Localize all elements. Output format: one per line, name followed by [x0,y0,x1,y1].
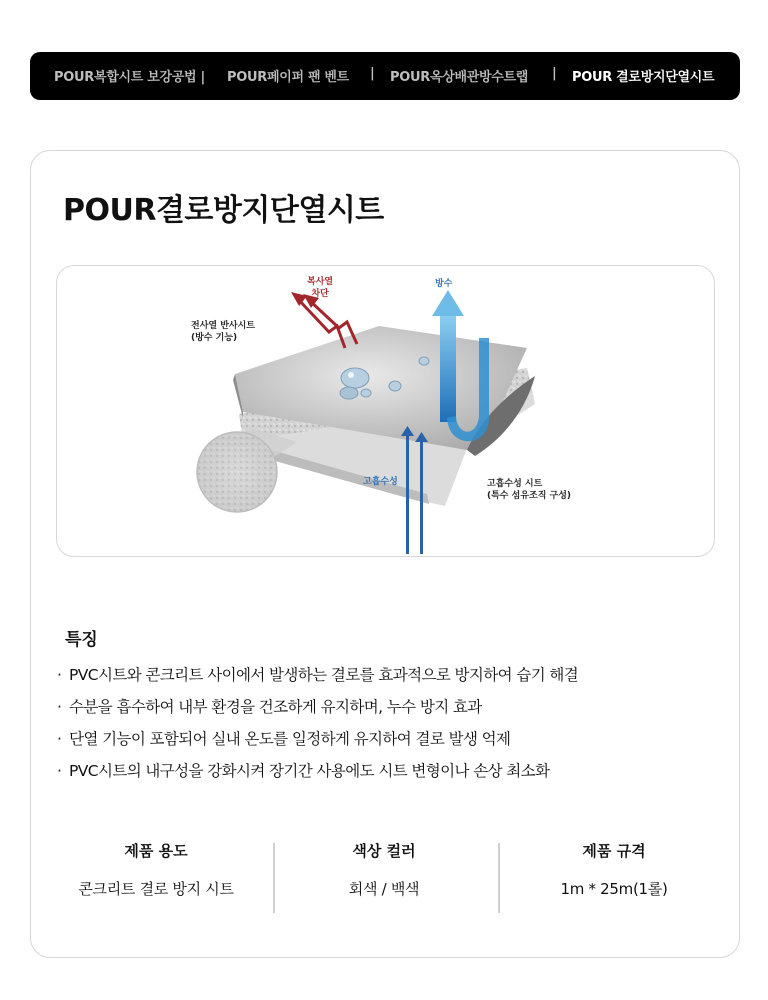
absorb-sheet-label [487,478,571,502]
bullet-dot: · [57,762,62,780]
feature-text: PVC시트와 콘크리트 사이에서 발생하는 결로를 효과적으로 방지하여 습기 해결 [69,666,579,684]
bullet-dot: · [57,730,62,748]
water-droplet [389,381,401,391]
feature-text: PVC시트의 내구성을 강화시켜 장기간 사용에도 시트 변형이나 손상 최소화 [69,762,550,780]
heat-block-label [307,276,333,300]
spec-usage-label: 제품 용도 [124,842,188,860]
reflect-sheet-label [191,320,255,344]
waterproof-label: 방수 [435,279,453,289]
nav-separator: | [370,66,375,81]
spec-size-value: 1m * 25m(1롤) [560,880,668,898]
feature-item [57,723,578,755]
absorb-label: 고흡수성 [363,477,398,487]
feature-item [57,755,578,787]
product-illustration [56,265,715,557]
bullet-dot: · [57,666,62,684]
nav-item-roof-pipe-trap[interactable]: POUR옥상배관방수트랩 [390,70,529,85]
spec-usage-value: 콘크리트 결로 방지 시트 [78,880,234,898]
feature-text: 단열 기능이 포함되어 실내 온도를 일정하게 유지하여 결로 발생 억제 [69,730,511,748]
absorb-sheet-label-line1: 고흡수성 시트 [487,479,543,489]
water-droplet [361,389,371,397]
sheet-diagram [57,266,714,556]
feature-item [57,659,578,691]
water-droplet [341,368,369,388]
nav-item-anti-condensation-sheet[interactable]: POUR 결로방지단열시트 [572,70,715,85]
heat-block-label-line1: 복사열 [307,277,334,287]
product-card [30,150,740,958]
absorb-sheet-label-line2: (특수 섬유조직 구성) [487,491,572,501]
water-droplet [419,357,429,365]
reflect-sheet-label-line2: (방수 기능) [191,333,238,343]
feature-item [57,691,578,723]
page-title: POUR결로방지단열시트 [63,193,384,228]
nav-separator: | [552,66,557,81]
nav-item-paper-fan-vent[interactable]: POUR페이퍼 팬 벤트 [227,70,349,85]
top-nav [30,52,740,100]
bullet-dot: · [57,698,62,716]
spec-color [269,839,499,901]
nav-item-composite-sheet[interactable]: POUR복합시트 보강공법 | [54,70,205,85]
features-title: 특징 [65,630,98,650]
spec-color-value: 회색 / 백색 [348,880,420,898]
water-droplet [340,387,358,399]
heat-block-label-line2: 차단 [311,289,329,299]
spec-size-label: 제품 규격 [582,842,646,860]
spec-size [499,839,729,901]
reflect-sheet-label-line1: 전사열 반사시트 [191,321,255,331]
spec-color-label: 색상 컬러 [352,842,416,860]
features-list [57,659,578,787]
feature-text: 수분을 흡수하여 내부 환경을 건조하게 유지하며, 누수 방지 효과 [69,698,482,716]
spec-usage [41,839,271,901]
